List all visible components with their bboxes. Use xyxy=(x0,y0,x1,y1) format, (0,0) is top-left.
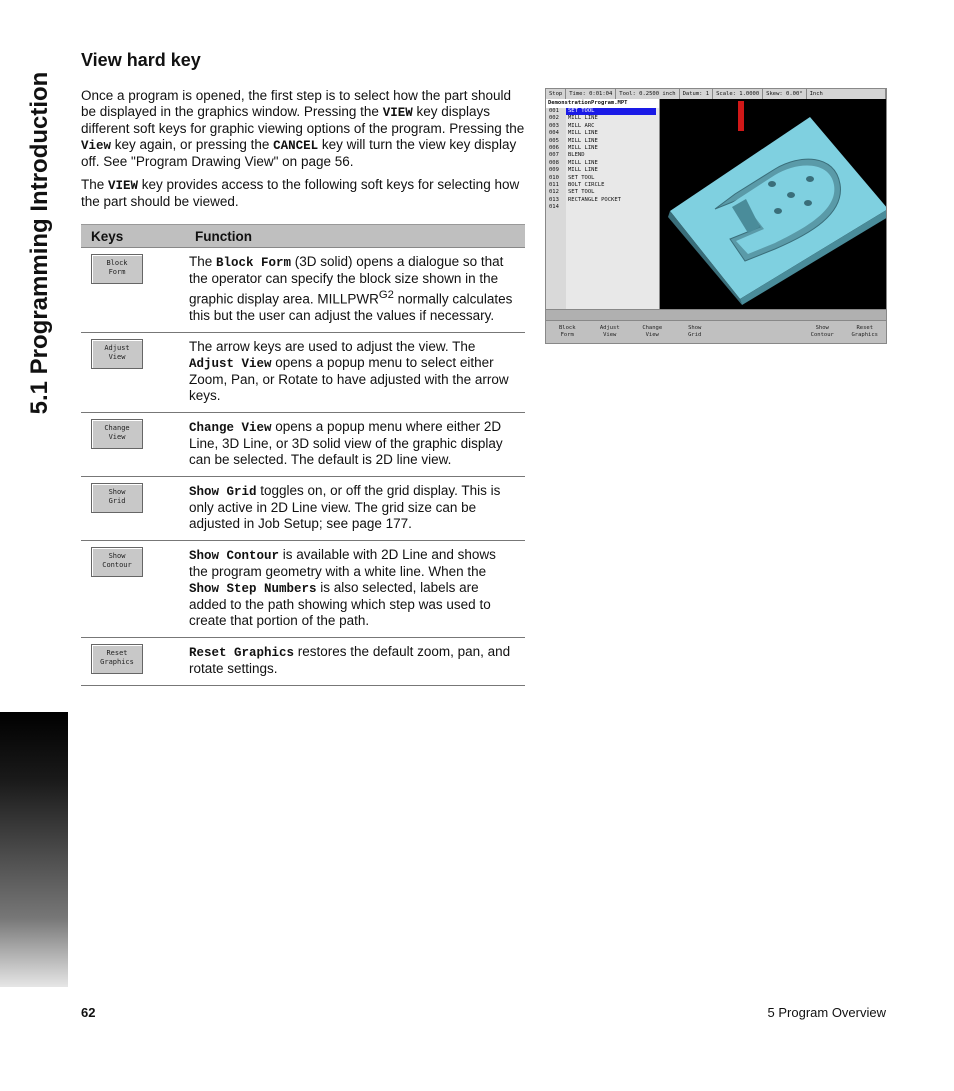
program-name: DemonstrationProgram.MPT xyxy=(546,99,659,108)
status-field: Stop xyxy=(546,89,566,99)
program-step[interactable] xyxy=(546,152,659,159)
text-run: key provides access to the following soft keys for selecting how the part should be viewed. xyxy=(81,177,520,209)
keys-table xyxy=(81,224,525,686)
step-command: RECTANGLE POCKET xyxy=(568,196,621,203)
function-description xyxy=(189,637,525,685)
step-number: 003 xyxy=(549,122,559,129)
intro-paragraph-2 xyxy=(81,177,526,210)
softkey[interactable] xyxy=(716,321,759,343)
program-step[interactable] xyxy=(546,138,659,145)
step-command: MILL LINE xyxy=(568,130,598,137)
softkey-icon xyxy=(91,339,143,369)
softkey[interactable] xyxy=(801,321,844,343)
softkey[interactable] xyxy=(546,321,589,343)
step-command: MILL LINE xyxy=(568,115,598,122)
key-name: CANCEL xyxy=(273,139,319,153)
text-run: key displays different soft keys for graphic viewing options of the program. Pressing the xyxy=(81,104,525,136)
softkey-label: Graphics xyxy=(100,657,134,666)
program-step[interactable] xyxy=(546,130,659,137)
status-field: Datum: 1 xyxy=(680,89,714,99)
step-number: 006 xyxy=(549,144,559,151)
program-step[interactable] xyxy=(546,189,659,196)
softkey-label: View xyxy=(108,352,126,361)
footer-section: 5 Program Overview xyxy=(767,1005,886,1020)
softkey[interactable] xyxy=(844,321,887,343)
step-command: MILL LINE xyxy=(568,137,598,144)
softkey-label: Reset xyxy=(856,325,874,331)
key-name: VIEW xyxy=(108,179,139,193)
softkey-label: Show xyxy=(688,325,702,331)
program-step[interactable] xyxy=(546,160,659,167)
step-number: 011 xyxy=(549,181,559,188)
softkey-label: Grid xyxy=(688,332,702,338)
text-run: toggles on, or off the grid display. This is only active in 2D Line view. The grid size can be adjusted in Job Setup; see page 177. xyxy=(189,482,501,531)
softkey-label: Grid xyxy=(108,496,126,505)
key-name: Show Grid xyxy=(189,484,257,499)
step-number: 014 xyxy=(549,204,559,211)
page-number: 62 xyxy=(81,1005,96,1020)
softkey-label: Block xyxy=(558,325,576,331)
softkey-bar xyxy=(546,321,886,343)
softkey-label: Show xyxy=(108,551,126,560)
step-command: BOLT CIRCLE xyxy=(568,181,605,188)
status-field: Inch xyxy=(807,89,886,99)
step-command xyxy=(566,204,568,211)
softkey-label: Adjust xyxy=(599,325,620,331)
softkey-label: Change xyxy=(642,325,663,331)
program-step[interactable] xyxy=(546,197,659,204)
softkey-label: View xyxy=(645,332,659,338)
text-run: key will turn the view key display off. See "Program Drawing View" on page 56. xyxy=(81,137,517,169)
status-field: Tool: 0.2500 inch xyxy=(616,89,679,99)
program-step[interactable] xyxy=(546,123,659,130)
softkey-label: Block xyxy=(106,259,128,267)
intro-paragraph xyxy=(81,88,526,170)
program-step[interactable] xyxy=(546,175,659,182)
softkey-label: Graphics xyxy=(851,332,878,338)
text-run: G2 xyxy=(378,289,394,301)
text-run: The xyxy=(81,177,109,192)
section-heading: View hard key xyxy=(81,50,201,70)
status-field: Scale: 1.0000 xyxy=(713,89,763,99)
step-command: MILL LINE xyxy=(568,159,598,166)
key-name: Adjust View xyxy=(189,356,272,371)
step-command: MILL ARC xyxy=(568,122,595,129)
text-run: (3D solid) opens a dialogue so that the operator can specify the block size shown in the graphic display area. MILLPWR xyxy=(189,254,504,307)
table-row xyxy=(81,540,525,637)
softkey-label: Contour xyxy=(102,560,132,569)
table-row xyxy=(81,248,525,333)
text-run: The xyxy=(189,254,217,269)
function-description xyxy=(189,332,525,412)
text-run: restores the default zoom, pan, and rotate settings. xyxy=(189,643,511,676)
program-step[interactable] xyxy=(546,145,659,152)
table-row xyxy=(81,332,525,412)
function-description xyxy=(189,476,525,540)
step-command: MILL LINE xyxy=(568,144,598,151)
table-row xyxy=(81,476,525,540)
side-tab-gradient xyxy=(0,712,68,987)
step-number: 013 xyxy=(549,196,559,203)
step-number: 007 xyxy=(549,152,559,159)
table-row xyxy=(81,412,525,476)
function-description xyxy=(189,248,525,333)
text-run: Once a program is opened, the first step is to select how the part should be displayed in the graphics window. Pressing the xyxy=(81,88,511,119)
step-command: SET TOOL xyxy=(568,189,595,196)
part-3d-view xyxy=(660,99,886,309)
softkey-icon xyxy=(91,547,143,577)
softkey-icon xyxy=(91,644,143,674)
step-number: 008 xyxy=(549,159,559,166)
program-step[interactable] xyxy=(546,115,659,122)
message-stripe xyxy=(546,309,886,321)
softkey-label: Form xyxy=(108,268,126,276)
status-bar xyxy=(546,89,886,99)
key-name: Block Form xyxy=(216,256,292,270)
function-description xyxy=(189,540,525,637)
tool-marker xyxy=(738,101,744,131)
program-step[interactable] xyxy=(546,204,659,211)
status-field: Skew: 0.00° xyxy=(763,89,806,99)
header-keys: Keys xyxy=(81,225,189,248)
softkey-label: Adjust xyxy=(104,343,130,352)
text-run: is available with 2D Line and shows the program geometry with a white line. When the xyxy=(189,546,496,579)
softkey-label: Show xyxy=(815,325,829,331)
step-command: SET TOOL xyxy=(568,174,595,181)
key-name: Show Contour xyxy=(189,548,280,563)
key-name: VIEW xyxy=(382,106,413,120)
status-field: Time: 0:01:04 xyxy=(566,89,616,99)
text-run: normally calculates this but the user can adjust the values if necessary. xyxy=(189,291,513,323)
softkey-icon xyxy=(91,419,143,449)
softkey-label: Reset xyxy=(106,648,128,657)
softkey[interactable] xyxy=(674,321,717,343)
function-description xyxy=(189,412,525,476)
program-step[interactable] xyxy=(546,108,659,115)
softkey-label: Show xyxy=(108,487,126,496)
program-step[interactable] xyxy=(546,167,659,174)
softkey-icon xyxy=(91,254,143,284)
program-list xyxy=(546,99,660,309)
graphics-window xyxy=(660,99,886,309)
softkey[interactable] xyxy=(631,321,674,343)
softkey-label: View xyxy=(603,332,617,338)
step-number: 012 xyxy=(549,189,559,196)
softkey[interactable] xyxy=(589,321,632,343)
step-number: 005 xyxy=(549,137,559,144)
step-command: BLEND xyxy=(568,152,585,159)
step-number: 009 xyxy=(549,167,559,174)
text-run: The arrow keys are used to adjust the view. The xyxy=(189,338,476,354)
softkey-label: Change xyxy=(104,423,130,432)
step-command: SET TOOL xyxy=(566,108,656,115)
key-name: Reset Graphics xyxy=(189,645,295,660)
text-run: opens a popup menu to select either Zoom, Pan, or Rotate to have adjusted with the arrow keys. xyxy=(189,354,509,403)
key-name: Change View xyxy=(189,420,272,435)
softkey-label: Contour xyxy=(810,332,834,338)
step-number: 004 xyxy=(549,130,559,137)
program-step[interactable] xyxy=(546,182,659,189)
key-name: View xyxy=(81,139,112,153)
softkey-icon xyxy=(91,483,143,513)
table-row xyxy=(81,637,525,685)
softkey-label: Form xyxy=(560,332,574,338)
step-number: 001 xyxy=(549,108,559,114)
text-run: is also selected, labels are added to the path showing which step was used to create that portion of the path. xyxy=(189,579,491,628)
step-command: MILL LINE xyxy=(568,167,598,174)
step-number: 002 xyxy=(549,115,559,122)
header-function: Function xyxy=(189,225,525,248)
chapter-tab: 5.1 Programming Introduction xyxy=(26,71,53,414)
text-run: key again, or pressing the xyxy=(111,137,274,152)
softkey-label: View xyxy=(108,432,126,441)
millpwr-screenshot xyxy=(545,88,887,344)
softkey[interactable] xyxy=(759,321,802,343)
text-run: opens a popup menu where either 2D Line, 3D Line, or 3D solid view of the graphic display can be selected. The default is 2D line view. xyxy=(189,418,503,467)
step-number: 010 xyxy=(549,174,559,181)
key-name: Show Step Numbers xyxy=(189,581,317,596)
